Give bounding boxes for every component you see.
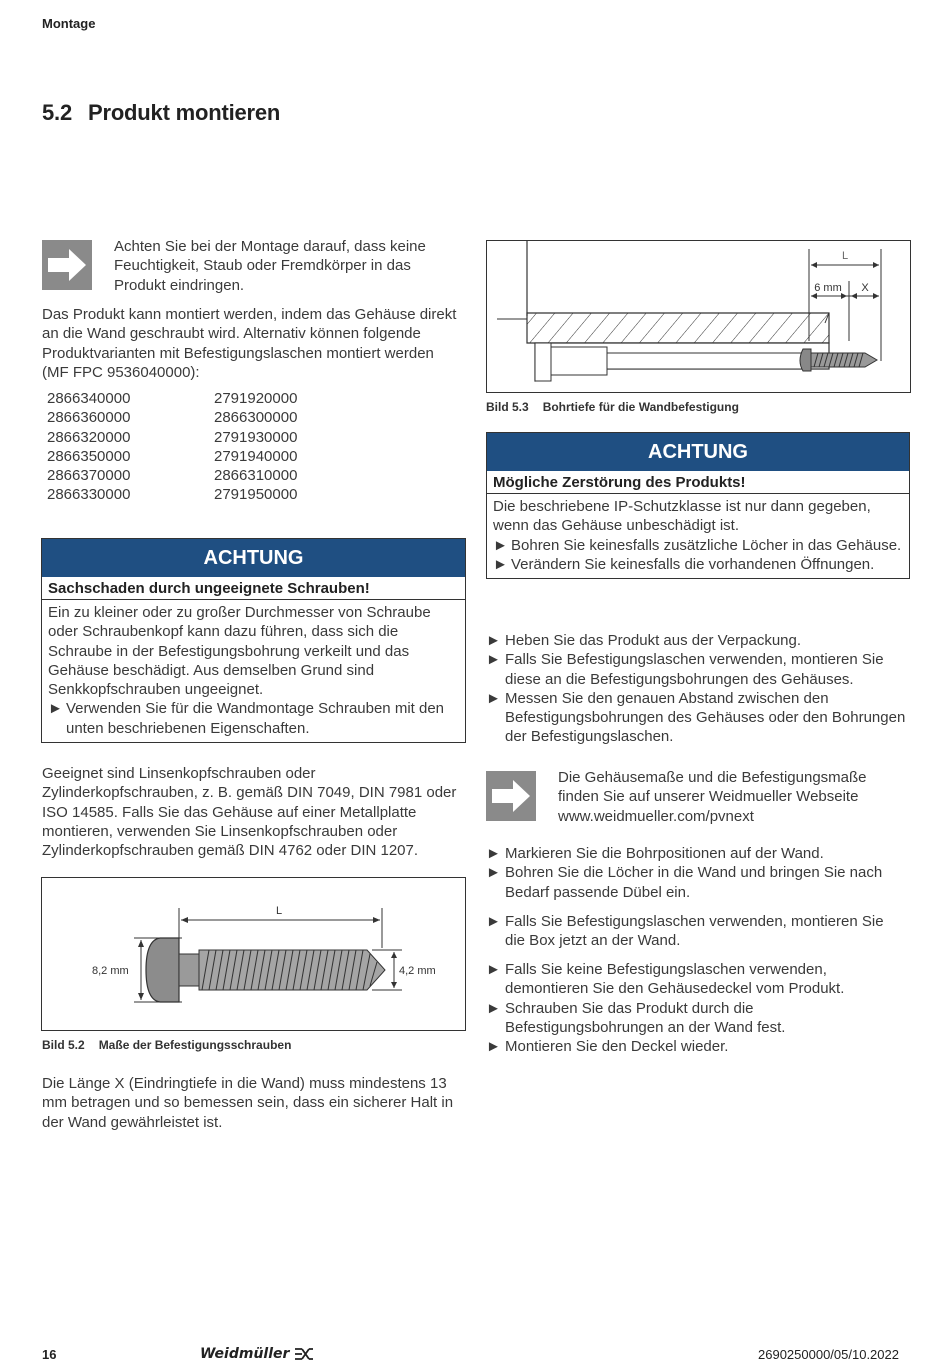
length-label: L <box>275 905 283 917</box>
step-item <box>486 650 906 689</box>
code-item: 2866300000 <box>214 409 298 427</box>
screw-drawing <box>42 878 465 1030</box>
warning-text: Die beschriebene IP-Schutzklasse ist nur dann gegeben, wenn das Gehäuse unbeschädigt ist. <box>493 498 871 535</box>
code-item: 2791920000 <box>214 390 298 407</box>
triangle-bullet-icon: ► <box>486 632 501 649</box>
step-text: Montieren Sie den Deckel wieder. <box>505 1038 729 1056</box>
brand-logo <box>200 1346 315 1362</box>
warning-bullet <box>493 536 903 555</box>
code-item: 2866370000 <box>47 467 131 485</box>
warning-heading: ACHTUNG <box>42 539 465 577</box>
step-text: Markieren Sie die Bohrpositionen auf der Wand. <box>505 845 824 862</box>
step-list <box>486 912 906 951</box>
warning-box <box>41 538 466 743</box>
brand-name: Weidmüller <box>200 1346 290 1362</box>
note-text: Die Gehäusemaße und die Befestigungsmaße finden Sie auf unserer Weidmueller Webseite www.weidmueller.com/pvnext <box>558 769 867 825</box>
step-text: Falls Sie Befestigungslaschen verwenden, montieren Sie diese an die Befestigungsbohrungen des Gehäuses. <box>505 651 884 688</box>
length-paragraph: Die Länge X (Eindringtiefe in die Wand) muss mindestens 13 mm betragen und so bemessen sein, dass ein sicherer Halt in der Wand gewährleistet ist. <box>42 1075 454 1131</box>
warning-box <box>486 432 910 579</box>
step-text: Schrauben Sie das Produkt durch die Befestigungsbohrungen an der Wand fest. <box>505 999 786 1036</box>
figure-caption <box>486 400 739 414</box>
right-arrow-icon <box>42 240 92 290</box>
caption-number: Bild 5.2 <box>42 1038 85 1052</box>
caption-number: Bild 5.3 <box>486 400 529 414</box>
caption-text: Bohrtiefe für die Wandbefestigung <box>542 400 739 414</box>
cover-thickness-label: 6 mm <box>814 282 842 294</box>
section-title <box>42 100 280 126</box>
warning-bullet-text: Verwenden Sie für die Wandmontage Schrauben mit den unten beschriebenen Eigenschaften. <box>66 700 445 737</box>
warning-bullet-text: Verändern Sie keinesfalls die vorhandenen Öffnungen. <box>511 555 875 573</box>
code-item: 2791950000 <box>214 486 298 504</box>
product-code-list <box>47 389 347 509</box>
code-column-1 <box>47 389 130 505</box>
document-number: 2690250000/05/10.2022 <box>758 1347 899 1362</box>
triangle-bullet-icon: ► <box>493 555 508 573</box>
triangle-bullet-icon: ► <box>486 864 501 882</box>
screws-paragraph: Geeignet sind Linsenkopfschrauben oder Zylinderkopfschrauben, z. B. gemäß DIN 7049, DIN 7981 oder ISO 14585. Falls Sie das Gehäuse auf einer Metallplatte montieren, verwenden Sie Linsenkopfschrauben oder Zylinderkopfschrauben gemäß DIN 4762 oder DIN 1207. <box>42 765 457 860</box>
section-title-text: Produkt montieren <box>87 100 281 125</box>
code-item: 2866310000 <box>214 467 298 485</box>
length-label: L <box>841 250 849 262</box>
step-list <box>486 844 906 902</box>
note-text: Achten Sie bei der Montage darauf, dass keine Feuchtigkeit, Staub oder Fremdkörper in das Produkt eindringen. <box>114 238 426 294</box>
step-text: Falls Sie keine Befestigungslaschen verwenden, demontieren Sie den Gehäusedeckel vom Produkt. <box>505 961 845 998</box>
code-item: 2866360000 <box>47 409 131 427</box>
step-item <box>486 912 906 951</box>
page-number: 16 <box>42 1347 57 1362</box>
head-diameter-label: 8,2 mm <box>92 965 129 977</box>
figure-screw-dimensions <box>41 877 466 1031</box>
triangle-bullet-icon: ► <box>486 651 501 669</box>
code-item: 2866350000 <box>47 447 131 465</box>
step-list <box>486 631 906 747</box>
code-item: 2866340000 <box>47 390 131 407</box>
code-item: 2791940000 <box>214 447 298 465</box>
step-text: Bohren Sie die Löcher in die Wand und bringen Sie nach Bedarf passende Dübel ein. <box>505 864 883 901</box>
step-text: Messen Sie den genauen Abstand zwischen den Befestigungsbohrungen des Gehäuses oder den Bohrungen der Befestigungslaschen. <box>505 689 906 746</box>
triangle-bullet-icon: ► <box>486 689 501 707</box>
triangle-bullet-icon: ► <box>486 961 501 978</box>
step-item <box>486 631 906 650</box>
step-item <box>486 689 906 747</box>
triangle-bullet-icon: ► <box>48 700 63 718</box>
figure-caption <box>42 1038 291 1052</box>
triangle-bullet-icon: ► <box>486 1038 501 1056</box>
step-item <box>486 999 906 1038</box>
step-text: Heben Sie das Produkt aus der Verpackung. <box>505 632 802 649</box>
step-item <box>486 844 906 863</box>
triangle-bullet-icon: ► <box>486 913 501 930</box>
triangle-bullet-icon: ► <box>486 845 501 862</box>
right-arrow-icon <box>486 771 536 821</box>
intro-paragraph: Das Produkt kann montiert werden, indem das Gehäuse direkt an die Wand geschraubt wird. Alternativ können folgende Produktvarianten mit Befestigungslaschen montiert werden (MF FPC 9536040000): <box>42 306 457 381</box>
step-text: Falls Sie Befestigungslaschen verwenden, montieren Sie die Box jetzt an der Wand. <box>505 913 884 950</box>
warning-text: Ein zu kleiner oder zu großer Durchmesser von Schraube oder Schraubenkopf kann dazu führen, dass sich die Schraube in der Befestigungsbohrung verkeilt und das Gehäuse beschädigt. Aus demselben Grund sind Senkkopfschrauben ungeeignet. <box>48 604 431 699</box>
warning-bullet <box>48 699 459 738</box>
warning-body <box>487 494 909 578</box>
code-item: 2866320000 <box>47 428 131 446</box>
brand-mark-icon <box>293 1347 315 1361</box>
step-item <box>486 863 906 902</box>
drill-depth-drawing <box>487 241 910 392</box>
warning-bullet <box>493 555 903 574</box>
warning-subtitle: Sachschaden durch ungeeignete Schrauben! <box>42 577 465 600</box>
section-number: 5.2 <box>42 100 72 125</box>
code-item: 2791930000 <box>214 428 298 446</box>
running-header: Montage <box>42 16 96 31</box>
shaft-diameter-label: 4,2 mm <box>399 965 436 977</box>
warning-heading: ACHTUNG <box>487 433 909 471</box>
triangle-bullet-icon: ► <box>486 999 501 1017</box>
step-item <box>486 1037 906 1056</box>
warning-bullet-text: Bohren Sie keinesfalls zusätzliche Löcher in das Gehäuse. <box>511 536 902 554</box>
figure-drill-depth <box>486 240 911 393</box>
caption-text: Maße der Befestigungsschrauben <box>98 1038 292 1052</box>
warning-subtitle: Mögliche Zerstörung des Produkts! <box>487 471 909 494</box>
code-item: 2866330000 <box>47 486 131 504</box>
warning-body <box>42 600 465 742</box>
triangle-bullet-icon: ► <box>493 536 508 554</box>
step-list <box>486 960 906 1056</box>
penetration-depth-label: X <box>861 282 869 294</box>
step-item <box>486 960 906 999</box>
code-column-2 <box>214 389 297 505</box>
